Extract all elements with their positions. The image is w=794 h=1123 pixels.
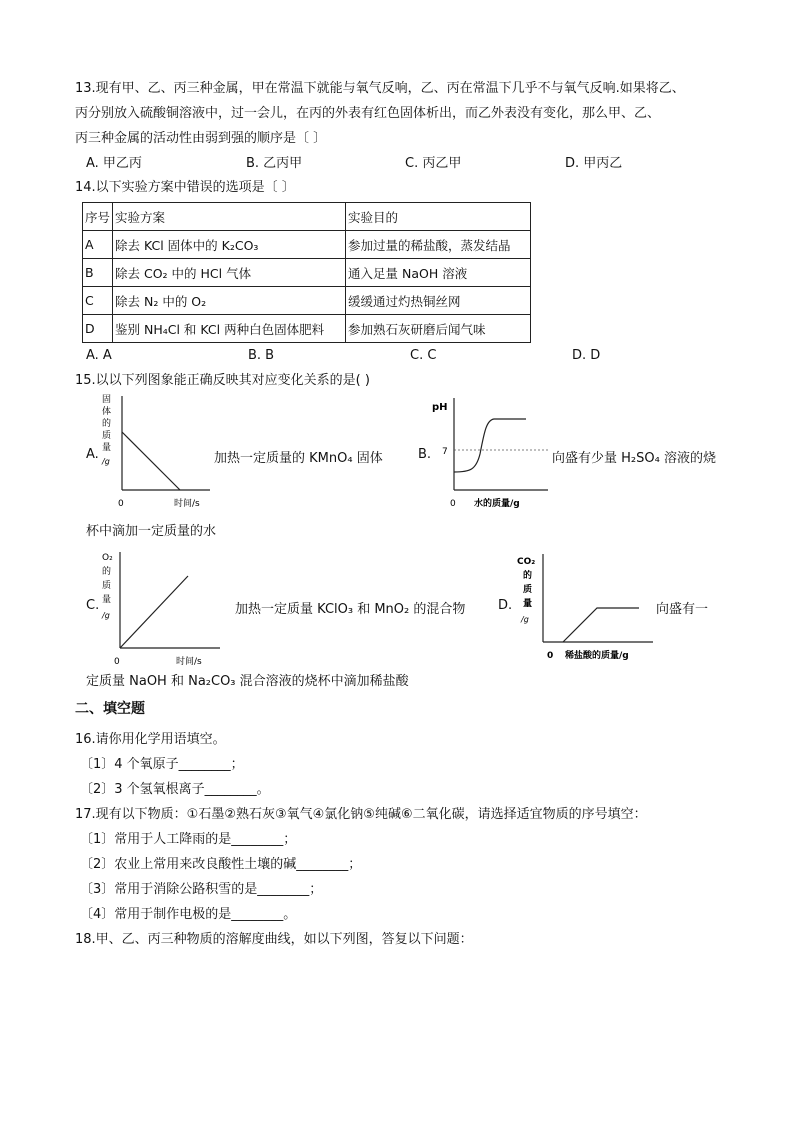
y-axis-label-char: 固 [102, 395, 112, 405]
q15-a-graph [100, 394, 212, 512]
y-tick-label: 7 [442, 447, 448, 457]
y-axis-label-char: 质 [102, 581, 112, 591]
data-curve [454, 419, 526, 472]
x-axis-label: 稀盐酸的质量/g [565, 651, 629, 661]
table-cell: D [83, 315, 113, 343]
table-row [83, 231, 531, 259]
y-axis-label-char: /g [102, 457, 110, 466]
table-cell: C [83, 287, 113, 315]
y-axis-label-char: 质 [102, 431, 112, 441]
q13-option-b: B. 乙丙甲 [246, 156, 303, 171]
q15-d-graph [515, 550, 655, 668]
table-header-cell: 实验目的 [346, 203, 531, 231]
table-cell: 参加熟石灰研磨后闻气味 [346, 315, 531, 343]
table-header-cell: 序号 [83, 203, 113, 231]
table-cell: A [83, 231, 113, 259]
table-cell: 除去 KCl 固体中的 K₂CO₃ [113, 231, 346, 259]
q16-item-2: 〔2〕3 个氢氧根离子________。 [80, 782, 270, 797]
y-axis-label-char: 的 [102, 567, 112, 577]
table-cell: 参加过量的稀盐酸，蒸发结晶 [346, 231, 531, 259]
q16-item-1: 〔1〕4 个氧原子________； [80, 757, 244, 772]
q14-table [82, 202, 531, 343]
y-axis-label-char: O₂ [102, 553, 113, 563]
table-cell: 除去 CO₂ 中的 HCl 气体 [113, 259, 346, 287]
table-row [83, 259, 531, 287]
q17-item-1: 〔1〕常用于人工降雨的是________； [80, 832, 297, 847]
y-axis-label: pH [432, 402, 448, 413]
table-cell: 通入足量 NaOH 溶液 [346, 259, 531, 287]
table-cell: 鉴别 NH₄Cl 和 KCl 两种白色固体肥料 [113, 315, 346, 343]
q15-d-description-cont: 定质量 NaOH 和 Na₂CO₃ 混合溶液的烧杯中滴加稀盐酸 [86, 674, 409, 689]
y-axis-label-char: 量 [523, 599, 533, 609]
origin-label: 0 [114, 657, 120, 667]
origin-label: 0 [450, 499, 456, 509]
y-axis-label-char: 的 [102, 419, 112, 429]
q14-option-b: B. B [248, 348, 275, 363]
y-axis-label-char: 体 [102, 407, 112, 417]
table-header-row [83, 203, 531, 231]
data-line [563, 608, 639, 642]
q13-line-3: 丙三种金属的活动性由弱到强的顺序是〔 〕 [75, 131, 327, 146]
table-row [83, 315, 531, 343]
y-axis-label-char: /g [521, 615, 529, 624]
q14-option-a: A. A [86, 348, 112, 363]
q17-item-4: 〔4〕常用于制作电极的是________。 [80, 907, 297, 922]
q15-d-description: 向盛有一 [656, 602, 709, 617]
q15-b-label: B. [418, 447, 432, 462]
table-cell: B [83, 259, 113, 287]
q17-item-3: 〔3〕常用于消除公路积雪的是________； [80, 882, 323, 897]
q15-b-description: 向盛有少量 H₂SO₄ 溶液的烧 [552, 451, 716, 466]
y-axis-label-char: 量 [102, 595, 112, 605]
q15-c-graph [100, 550, 222, 668]
q15-c-label: C. [86, 598, 100, 613]
q15-a-label: A. [86, 447, 99, 462]
q18-stem: 18.甲、乙、丙三种物质的溶解度曲线，如以下列图，答复以下问题： [75, 932, 473, 947]
q14-stem: 14.以下实验方案中错误的选项是〔 〕 [75, 180, 295, 195]
origin-label: 0 [118, 499, 124, 509]
section-title: 二、填空题 [75, 701, 145, 717]
x-axis-label: 水的质量/g [474, 499, 520, 509]
q15-c-description: 加热一定质量 KClO₃ 和 MnO₂ 的混合物 [235, 602, 466, 617]
table-cell: 缓缓通过灼热铜丝网 [346, 287, 531, 315]
q17-stem: 17.现有以下物质：①石墨②熟石灰③氧气④氯化钠⑤纯碱⑥二氧化碳，请选择适宜物质的序号填空： [75, 807, 647, 822]
y-axis-label-char: 量 [102, 443, 112, 453]
q14-option-d: D. D [572, 348, 601, 363]
data-line [120, 576, 188, 648]
table-cell: 除去 N₂ 中的 O₂ [113, 287, 346, 315]
q13-line-2: 丙分别放入硫酸铜溶液中，过一会儿，在丙的外表有红色固体析出，而乙外表没有变化，那么甲、乙、 [75, 106, 661, 121]
q13-option-d: D. 甲丙乙 [565, 156, 623, 171]
q15-d-label: D. [498, 598, 513, 613]
q13-line-1: 13.现有甲、乙、丙三种金属，甲在常温下就能与氧气反响，乙、丙在常温下几乎不与氧气反响.如果将乙、 [75, 81, 685, 96]
q14-option-c: C. C [410, 348, 437, 363]
q15-b-graph [430, 394, 550, 512]
y-axis-label-char: 质 [523, 585, 533, 595]
y-axis-label-char: /g [102, 611, 110, 620]
q13-option-a: A. 甲乙丙 [86, 156, 142, 171]
origin-label: 0 [547, 651, 554, 661]
table-header-cell: 实验方案 [113, 203, 346, 231]
y-axis-label-char: CO₂ [517, 557, 536, 567]
q15-stem: 15.以以下列图象能正确反映其对应变化关系的是( ) [75, 373, 370, 388]
data-line [122, 432, 180, 490]
table-row [83, 287, 531, 315]
q16-stem: 16.请你用化学用语填空。 [75, 732, 226, 747]
x-axis-label: 时间/s [174, 499, 200, 509]
q13-option-c: C. 丙乙甲 [405, 156, 462, 171]
y-axis-label-char: 的 [523, 571, 533, 581]
q17-item-2: 〔2〕农业上常用来改良酸性土壤的碱________； [80, 857, 362, 872]
x-axis-label: 时间/s [176, 657, 202, 667]
q15-b-description-cont: 杯中滴加一定质量的水 [86, 524, 217, 539]
q15-a-description: 加热一定质量的 KMnO₄ 固体 [214, 451, 383, 466]
